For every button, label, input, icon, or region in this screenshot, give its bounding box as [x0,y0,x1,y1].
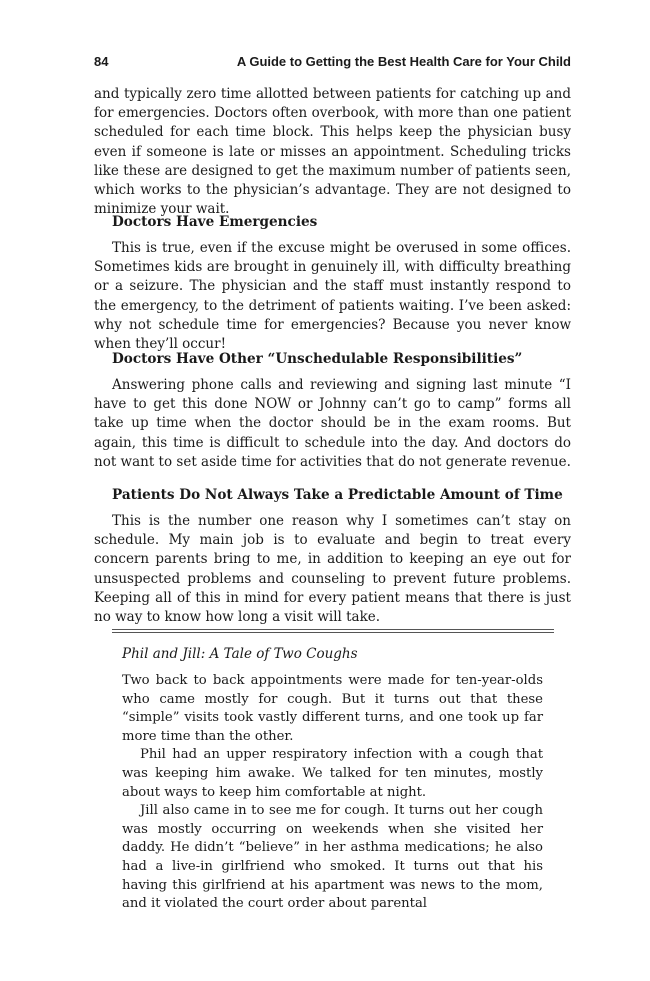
section-heading: Doctors Have Emergencies [112,214,318,230]
section-paragraph: This is true, even if the excuse might be overused in some offices. Sometimes kids are brought in genuinely ill, with difficulty breathing or a seizure. The physician and the staff must instantly respond to the emergency, to the detriment of patients waiting. I’ve been asked: why not schedule time for emergencies? Because you never know when they’ll occur! [94,240,571,353]
sidebar-case-story [112,629,554,914]
section-paragraph: This is the number one reason why I sometimes can’t stay on schedule. My main job is to evaluate and begin to treat every concern parents bring to me, in addition to keeping an eye out for unsuspected problems and counseling to prevent future problems. Keeping all of this in mind for every patient means that there is just no way to know how long a visit will take. [94,513,571,626]
section-paragraph: Answering phone calls and reviewing and signing last minute “I have to get this done NOW or Johnny can’t go to camp” forms all take up time when the doctor should be in the exam rooms. But again, this time is difficult to schedule into the day. And doctors do not want to set aside time for activities that do not generate revenue. [94,377,571,470]
section-heading: Patients Do Not Always Take a Predictable Amount of Time [112,487,563,503]
sidebar-paragraph: Two back to back appointments were made for ten-year-olds who came mostly for cough. But it turns out that these “simple” visits took vastly different turns, and one took up far more time than the other. [122,673,543,744]
section-doctors-have-emergencies [94,213,571,354]
section-patients-unpredictable-time [94,486,571,627]
sidebar-paragraph: Phil had an upper respiratory infection with a cough that was keeping him awake. We talked for ten minutes, mostly about ways to keep him comfortable at night. [122,747,543,800]
sidebar-double-rule [112,629,554,633]
sidebar-title: Phil and Jill: A Tale of Two Coughs [122,646,358,662]
intro-paragraph: and typically zero time allotted between patients for catching up and for emergencies. Doctors often overbook, with more than one patient scheduled for each time block. This helps keep the physician busy even if someone is late or misses an appointment. Scheduling tricks like these are designed to get the maximum number of patients seen, which works to the physician’s advantage. They are not designed to minimize your wait. [94,86,571,218]
running-head-title: A Guide to Getting the Best Health Care for Your Child [236,54,571,69]
page-number: 84 [94,54,109,69]
section-unschedulable-responsibilities [94,350,571,472]
page-header [94,54,571,74]
section-heading: Doctors Have Other “Unschedulable Responsibilities” [112,351,523,367]
sidebar-paragraph: Jill also came in to see me for cough. It turns out her cough was mostly occurring on weekends when she visited her daddy. He didn’t “believe” in her asthma medications; he also had a live-in girlfriend who smoked. It turns out that his having this girlfriend at his apartment was news to the mom, and it violated the court order about parental [122,803,543,912]
